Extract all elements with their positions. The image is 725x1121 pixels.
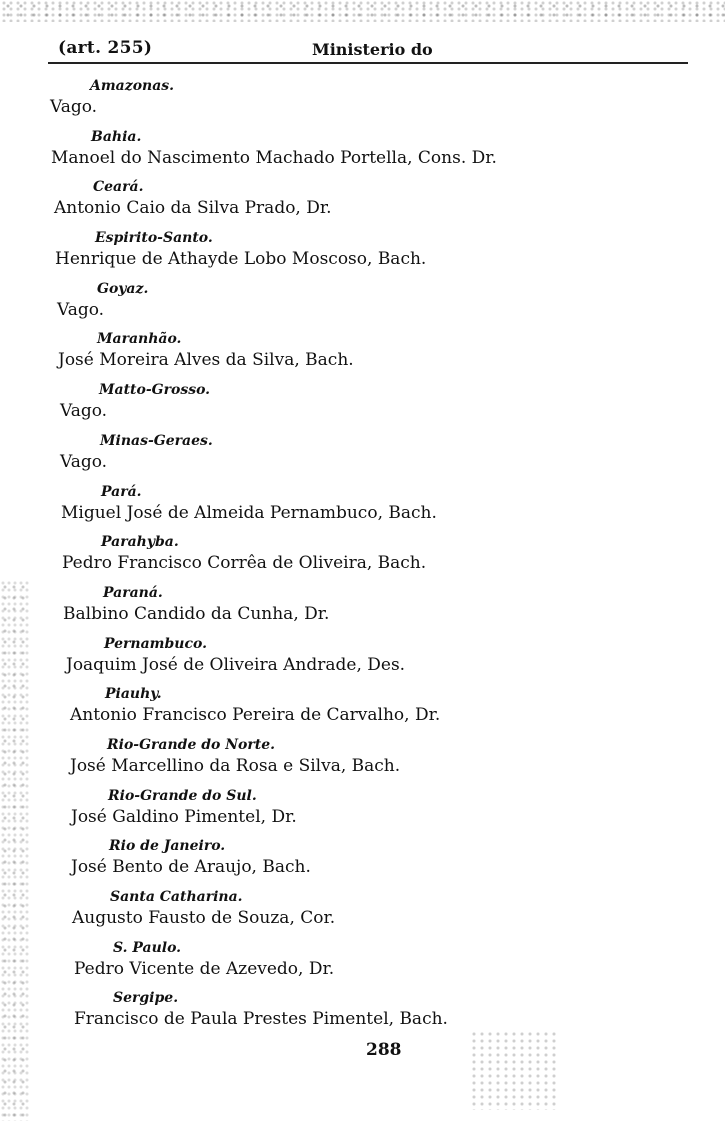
province-name: Santa Catharina. [110,889,243,905]
province-list [0,78,725,1041]
province-name: Rio-Grande do Norte. [107,736,276,753]
scan-noise-corner [470,1030,560,1110]
office-holder: Francisco de Paula Prestes Pimentel, Bach. [74,1009,448,1030]
list-item [0,179,725,230]
list-item [0,230,725,281]
list-item [0,838,725,889]
page-header [48,36,688,66]
province-name: Rio de Janeiro. [109,838,226,855]
office-holder: José Galdino Pimentel, Dr. [71,806,297,827]
running-title: Ministerio do [312,40,433,59]
province-name: Matto-Grosso. [99,382,211,399]
province-name: Pará. [101,483,142,500]
list-item [0,889,725,940]
list-item [0,686,725,737]
province-name: Pernambuco. [104,635,207,652]
list-item [0,331,725,382]
list-item [0,534,725,585]
office-holder: Vago. [50,97,98,117]
scan-noise-top [0,0,725,22]
office-holder: Pedro Vicente de Azevedo, Dr. [74,958,335,979]
province-name: Goyaz. [97,280,149,297]
office-holder: Augusto Fausto de Souza, Cor. [72,908,336,928]
office-holder: Balbino Candido da Cunha, Dr. [63,603,330,624]
province-name: Parahyba. [101,534,179,551]
header-rule [48,62,688,64]
province-name: Amazonas. [90,78,175,94]
list-item [0,382,725,433]
list-item [0,484,725,535]
province-name: Maranhão. [97,331,182,348]
list-item [0,788,725,839]
office-holder: José Marcellino da Rosa e Silva, Bach. [70,755,401,776]
office-holder: Vago. [60,451,108,472]
list-item [0,585,725,636]
office-holder: Pedro Francisco Corrêa de Oliveira, Bach. [62,553,427,574]
office-holder: Miguel José de Almeida Pernambuco, Bach. [61,502,437,523]
office-holder: Vago. [57,299,105,320]
list-item [0,737,725,788]
province-name: Espirito-Santo. [95,230,213,247]
province-name: Piauhy. [105,686,162,703]
office-holder: Vago. [60,401,108,422]
province-name: S. Paulo. [113,939,182,956]
page-number: 288 [366,1040,402,1060]
office-holder: Joaquim José de Oliveira Andrade, Des. [66,654,406,675]
office-holder: José Moreira Alves da Silva, Bach. [58,350,354,371]
list-item [0,940,725,991]
province-name: Minas-Geraes. [100,432,213,449]
list-item [0,990,725,1041]
province-name: Paraná. [103,584,163,601]
article-reference: (art. 255) [58,38,153,58]
province-name: Rio-Grande do Sul. [108,787,257,804]
office-holder: Antonio Caio da Silva Prado, Dr. [54,198,332,219]
province-name: Bahia. [91,128,142,145]
list-item [0,281,725,332]
list-item [0,433,725,484]
province-name: Sergipe. [113,990,179,1007]
office-holder: Antonio Francisco Pereira de Carvalho, Dr. [70,705,441,726]
office-holder: Manoel do Nascimento Machado Portella, Cons. Dr. [51,147,497,168]
list-item [0,636,725,687]
list-item [0,78,725,129]
province-name: Ceará. [93,179,144,196]
office-holder: José Bento de Araujo, Bach. [71,857,311,878]
list-item [0,129,725,180]
office-holder: Henrique de Athayde Lobo Moscoso, Bach. [55,249,427,270]
